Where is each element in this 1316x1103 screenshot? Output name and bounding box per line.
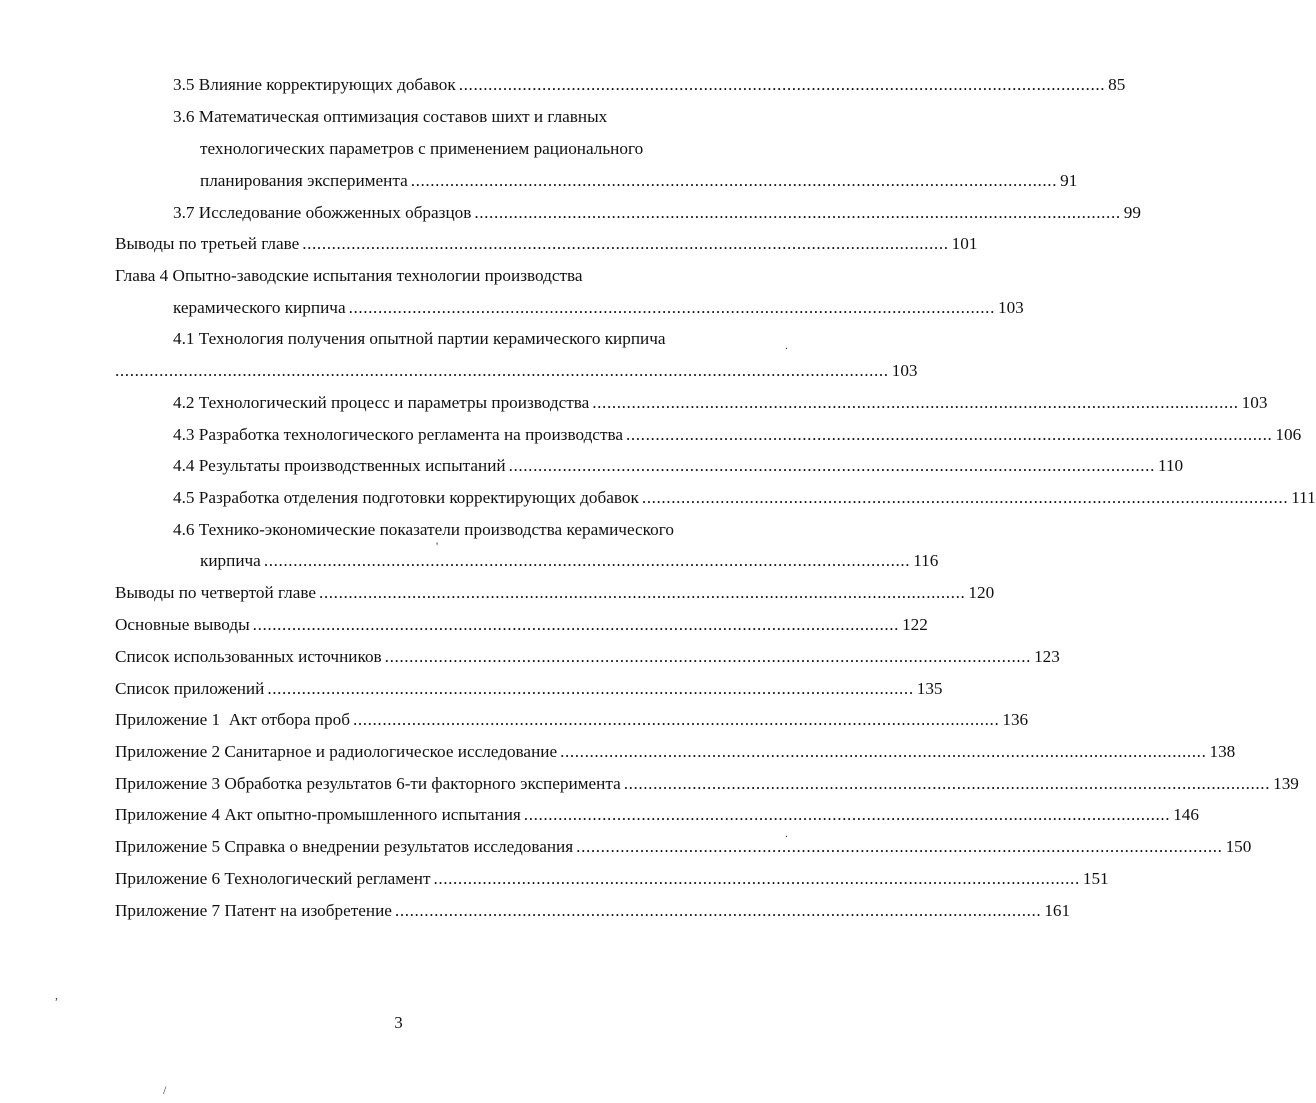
page-number: 3 bbox=[394, 1013, 403, 1032]
toc-entry-title: технологических параметров с применением рационального bbox=[200, 139, 644, 158]
scan-speck: . bbox=[785, 826, 788, 840]
dot-leader: .................................................................................................................................... bbox=[641, 488, 1289, 507]
toc-entry-title: Глава 4 Опытно-заводские испытания технологии производства bbox=[115, 266, 583, 285]
toc-entry-page: 103 bbox=[891, 361, 918, 380]
toc-entry bbox=[200, 136, 734, 162]
toc-entry bbox=[173, 390, 1268, 416]
toc-entry bbox=[115, 802, 1199, 828]
toc-entry-title: 3.7 Исследование обожженных образцов bbox=[173, 203, 472, 222]
toc-entry bbox=[115, 358, 918, 384]
toc-entry bbox=[115, 771, 1299, 797]
toc-entry-title: Выводы по четвертой главе bbox=[115, 583, 316, 602]
dot-leader: .................................................................................................................................... bbox=[348, 298, 995, 317]
dot-leader: .................................................................................................................................... bbox=[267, 679, 914, 698]
dot-leader: .................................................................................................................................... bbox=[523, 805, 1171, 824]
toc-entry-page: 150 bbox=[1225, 837, 1252, 856]
toc-entry bbox=[173, 200, 1141, 226]
dot-leader: .................................................................................................................................... bbox=[352, 710, 1000, 729]
dot-leader: .................................................................................................................................... bbox=[592, 393, 1239, 412]
toc-entry-title: 4.2 Технологический процесс и параметры производства bbox=[173, 393, 590, 412]
scan-speck: , bbox=[55, 988, 58, 1002]
toc-entry-page: 136 bbox=[1002, 710, 1029, 729]
dot-leader: .................................................................................................................................... bbox=[623, 774, 1271, 793]
toc-entry-page: 161 bbox=[1044, 901, 1071, 920]
dot-leader: .................................................................................................................................... bbox=[318, 583, 966, 602]
toc-entry bbox=[173, 72, 1126, 98]
toc-entry bbox=[115, 898, 1071, 924]
toc-entry-title: 4.3 Разработка технологического регламента на производства bbox=[173, 425, 623, 444]
toc-entry-page: 101 bbox=[951, 234, 978, 253]
toc-entry-title: 3.6 Математическая оптимизация составов шихт и главных bbox=[173, 107, 608, 126]
scan-speck: / bbox=[163, 1083, 167, 1097]
toc-entry-title: Выводы по третьей главе bbox=[115, 234, 300, 253]
dot-leader: .................................................................................................................................... bbox=[474, 203, 1121, 222]
dot-leader: .................................................................................................................................... bbox=[263, 551, 911, 570]
toc-entry bbox=[115, 580, 995, 606]
toc-entry-page: 120 bbox=[968, 583, 995, 602]
toc-entry-page: 106 bbox=[1275, 425, 1302, 444]
toc-entry-title: 4.1 Технология получения опытной партии керамического кирпича bbox=[173, 329, 666, 348]
toc-entry bbox=[115, 231, 978, 257]
toc-entry-page: 103 bbox=[1241, 393, 1268, 412]
dot-leader: .................................................................................................................................... bbox=[410, 171, 1058, 190]
toc-entry-title: 3.5 Влияние корректирующих добавок bbox=[173, 75, 456, 94]
dot-leader: .................................................................................................................................... bbox=[384, 647, 1032, 666]
toc-entry bbox=[173, 326, 734, 352]
toc-entry-page: 151 bbox=[1082, 869, 1109, 888]
toc-entry bbox=[173, 485, 1316, 511]
dot-leader: .................................................................................................................................... bbox=[394, 901, 1042, 920]
toc-entry-page: 110 bbox=[1157, 456, 1184, 475]
scan-speck: ' bbox=[436, 539, 439, 553]
toc-entry-title: Приложение 4 Акт опытно-промышленного испытания bbox=[115, 805, 521, 824]
toc-entry-title: Список приложений bbox=[115, 679, 265, 698]
dot-leader: .................................................................................................................................... bbox=[508, 456, 1155, 475]
toc-entry-title: планирования эксперимента bbox=[200, 171, 408, 190]
toc-entry-title: Приложение 3 Обработка результатов 6-ти факторного эксперимента bbox=[115, 774, 621, 793]
toc-entry-page: 139 bbox=[1273, 774, 1299, 793]
dot-leader: .................................................................................................................................... bbox=[625, 425, 1273, 444]
toc-entry-page: 123 bbox=[1034, 647, 1060, 666]
dot-leader: .................................................................................................................................... bbox=[458, 75, 1106, 94]
toc-entry-title: Список использованных источников bbox=[115, 647, 382, 666]
toc-entry bbox=[173, 104, 734, 130]
toc-entry-page: 111 bbox=[1291, 488, 1316, 507]
toc-entry-page: 103 bbox=[997, 298, 1024, 317]
toc-entry-page: 91 bbox=[1060, 171, 1078, 190]
toc-entry bbox=[173, 295, 1024, 321]
dot-leader: .............................................................................................................................................................. bbox=[115, 361, 889, 380]
toc-entry-title: керамического кирпича bbox=[173, 298, 346, 317]
toc-entry-title: Приложение 1 Акт отбора проб bbox=[115, 710, 350, 729]
toc-entry bbox=[115, 612, 928, 638]
toc-entry bbox=[115, 707, 1029, 733]
toc-entry-title: кирпича bbox=[200, 551, 261, 570]
toc-entry bbox=[173, 422, 1302, 448]
toc-entry-page: 116 bbox=[913, 551, 939, 570]
toc-entry-page: 99 bbox=[1123, 203, 1141, 222]
toc-entry-title: Приложение 6 Технологический регламент bbox=[115, 869, 431, 888]
toc-entry bbox=[115, 739, 1236, 765]
toc-entry-title: 4.4 Результаты производственных испытаний bbox=[173, 456, 506, 475]
scan-speck: . bbox=[785, 338, 788, 352]
toc-entry bbox=[200, 168, 1078, 194]
toc-entry-page: 146 bbox=[1173, 805, 1199, 824]
dot-leader: .................................................................................................................................... bbox=[433, 869, 1080, 888]
toc-entry bbox=[115, 676, 943, 702]
toc-entry-page: 122 bbox=[902, 615, 928, 634]
toc-entry-title: Приложение 5 Справка о внедрении результатов исследования bbox=[115, 837, 574, 856]
toc-entry-title: 4.5 Разработка отделения подготовки корректирующих добавок bbox=[173, 488, 639, 507]
toc-entry-title: 4.6 Технико-экономические показатели производства керамического bbox=[173, 520, 674, 539]
toc-entry bbox=[115, 866, 1109, 892]
toc-entry bbox=[115, 834, 1252, 860]
toc-entry-title: Приложение 7 Патент на изобретение bbox=[115, 901, 392, 920]
toc-entry-title: Основные выводы bbox=[115, 615, 250, 634]
toc-entry bbox=[200, 548, 939, 574]
toc-entry-title: Приложение 2 Санитарное и радиологическое исследование bbox=[115, 742, 558, 761]
toc-entry-page: 135 bbox=[916, 679, 943, 698]
dot-leader: .................................................................................................................................... bbox=[252, 615, 900, 634]
dot-leader: .................................................................................................................................... bbox=[576, 837, 1223, 856]
toc-entry-page: 138 bbox=[1209, 742, 1236, 761]
toc-entry bbox=[115, 263, 734, 289]
dot-leader: .................................................................................................................................... bbox=[560, 742, 1207, 761]
dot-leader: .................................................................................................................................... bbox=[302, 234, 949, 253]
toc-entry bbox=[173, 517, 734, 543]
toc-entry-page: 85 bbox=[1108, 75, 1126, 94]
toc-entry bbox=[115, 644, 1060, 670]
toc-entry bbox=[173, 453, 1184, 479]
